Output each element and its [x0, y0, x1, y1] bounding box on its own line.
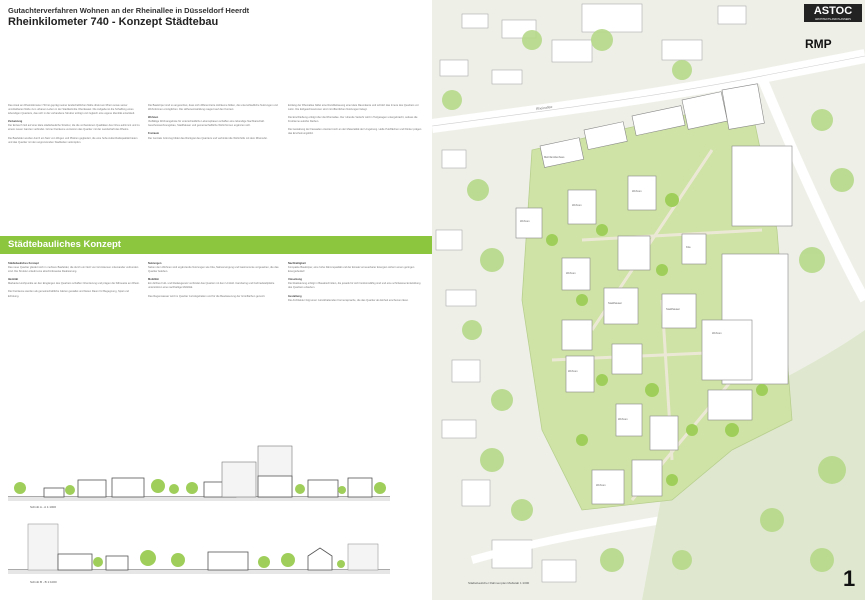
logo-subtext: ARCHITECTS AND PLANNERS: [815, 18, 851, 21]
paragraph: Ein dichtes Fuß- und Radwegenetz verbindet das Quartier mit dem Umfeld. Carsharing und Fahrradstellplätze unterstützen eine nachhaltige Mobilität.: [148, 282, 275, 290]
text-column-6: [288, 262, 424, 422]
map-caption: Städtebaulicher Rahmenplan Maßstab 1:1000: [468, 581, 530, 585]
paragraph: Die Baufelder werden durch ein Netz von Wegen und Plätzen gegliedert, die eine hohe Aufenthaltsqualität bieten und das Quartier mit den angrenzenden Stadtteilen verknüpfen.: [8, 136, 138, 144]
astoc-logo: [804, 4, 862, 22]
paragraph: Die Gestaltung der Fassaden orientiert sich an der Materialität der Umgebung. Helle Putzflächen und Klinker prägen das Erscheinungsbild.: [288, 128, 422, 136]
paragraph: Die Realisierung erfolgt in Bauabschnitten, die jeweils für sich funktionsfähig sind und eine schrittweise Entwicklung des Quartiers erlauben.: [288, 282, 421, 290]
paragraph: Das Regenwasser wird im Quartier zurückgehalten und für die Bewässerung der Grünflächen genutzt.: [148, 294, 266, 298]
paragraph-heading: Identität: [8, 278, 19, 282]
building-label: Stadthäuser: [666, 308, 680, 311]
text-column-1: [8, 104, 140, 232]
section-drawing-a: [8, 438, 398, 504]
section-heading: Städtebauliches Konzept: [8, 239, 121, 250]
paragraph: Der zentrale Grünzug bildet das Rückgrat des Quartiers und verbindet die Wohnhöfe mit dem Rheinufer.: [148, 136, 268, 140]
building-label: Wohnen: [566, 272, 576, 275]
building-label: Stadthäuser: [608, 302, 622, 305]
partner-logo: RMP: [805, 37, 832, 51]
site-plan-map: [432, 0, 865, 600]
paragraph: Vielfältige Wohnangebote für unterschiedliche Lebensphasen schaffen eine lebendige Nachbarschaft. Geschosswohnungsbau, Stadthäuser und gemeinschaftliche Wohnformen ergänzen sich.: [148, 120, 265, 128]
text-column-5: [148, 262, 280, 422]
building-label: Wohnen: [520, 220, 530, 223]
page-number: 1: [843, 566, 856, 591]
paragraph: Die Freiräume werden als gemeinschaftliche Gärten gestaltet und bieten Raum für Begegnung, Spiel und Erholung.: [8, 290, 129, 298]
building-label: Kita: [686, 246, 691, 249]
text-column-3: [288, 104, 424, 232]
paragraph-heading: Nachhaltigkeit: [288, 262, 306, 265]
paragraph: Das Areal am Rheinkilometer 740 ist geprägt seiner landschaftlichen Nähe direkt am Rhein sowie seiner unmittelbaren Nähe zum urbanen Leben in der Stadtteilmitte Oberkassel. Die Aufgabe ist die Schaffung eines lebendigen Quartiers, das sich in die vorhandene Struktur einfügt und zugleich eine eigene Identität entwickelt.: [8, 104, 135, 116]
paragraph: Die Architektur folgt einer zurückhaltenden Formensprache, die das Quartier als Einheit erscheinen lässt.: [288, 298, 409, 302]
paragraph-heading: Freiraum: [148, 132, 160, 136]
paragraph-heading: Mobilität: [148, 278, 159, 282]
building-label: Wohnen: [568, 370, 578, 373]
section-b-caption: Schnitt B - B 1:1000: [30, 580, 57, 584]
paragraph-heading: Zielsetzung: [8, 120, 23, 124]
section-drawing-b: [8, 518, 398, 578]
paragraph: Die Erschließung erfolgt über die Rheinallee. Der ruhende Verkehr wird in Tiefgaragen untergebracht, sodass die Freiräume autofrei bleiben.: [288, 116, 418, 124]
site-plan-panel: [432, 0, 865, 600]
paragraph: Entlang der Rheinallee bildet eine Randbebauung eine klare Raumkante und schützt das Innere des Quartiers vor Lärm. Die Erdgeschosszonen sind mit öffentlichen Nutzungen belegt.: [288, 104, 419, 112]
section-a-caption: Schnitt A - A 1:1000: [30, 505, 57, 509]
paragraph: Kompakte Baukörper, eine hohe Dämmqualität und der Einsatz erneuerbarer Energien sichern einen geringen Energiebedarf.: [288, 266, 415, 274]
building-label: Wohnen: [632, 190, 642, 193]
paragraph: Markante Hochpunkte an den Eingängen des Quartiers schaffen Orientierung und prägen die Silhouette am Rhein.: [8, 282, 140, 286]
building-label: Mehrfamilienhaus: [544, 156, 565, 159]
page-title: Rheinkilometer 740 - Konzept Städtebau: [8, 16, 219, 28]
building-label: Wohnen: [618, 418, 628, 421]
text-column-2: [148, 104, 280, 232]
text-panel: [0, 0, 432, 600]
paragraph: Die Baukörper sind so angeordnet, dass sich differenzierte Hofräume bilden, die unterschiedliche Nutzungen und Wohnformen ermöglichen. Die Höhenentwicklung reagiert auf den Kontext.: [148, 104, 278, 112]
paragraph: Das neue Quartier gliedert sich in mehrere Baufelder, die durch ein Netz von Grünräumen miteinander verbunden sind. Die Struktur erlaubt eine abschnittsweise Realisierung.: [8, 266, 139, 274]
road-label: Rheinallee: [535, 104, 553, 112]
section-heading-band: [0, 236, 432, 254]
paragraph: Der Entwurf zielt auf eine klare städtebauliche Struktur, die die vorhandenen Qualitäten des Ortes aufnimmt und zu einem neuen Ganzen verbindet. Grüne Freiräume vernetzen das Quartier mit der Landschaft des Rheins.: [8, 124, 140, 132]
page-subtitle: Gutachterverfahren Wohnen an der Rheinallee in Düsseldorf Heerdt: [8, 6, 250, 15]
text-column-4: [8, 262, 140, 422]
building-label: Wohnen: [596, 484, 606, 487]
paragraph-heading: Umsetzung: [288, 278, 302, 282]
paragraph-heading: Gestaltung: [288, 294, 302, 298]
building-label: Wohnen: [572, 204, 582, 207]
logo-text: ASTOC: [813, 5, 853, 17]
paragraph-heading: Wohnen: [148, 116, 159, 120]
paragraph-heading: Nutzungen: [148, 262, 162, 265]
paragraph: Neben dem Wohnen sind ergänzende Nutzungen wie Kita, Nahversorgung und Gastronomie vorgesehen, die das Quartier beleben.: [148, 266, 279, 274]
paragraph-heading: Städtebauliches Konzept: [8, 262, 39, 265]
building-label: Wohnen: [712, 332, 722, 335]
